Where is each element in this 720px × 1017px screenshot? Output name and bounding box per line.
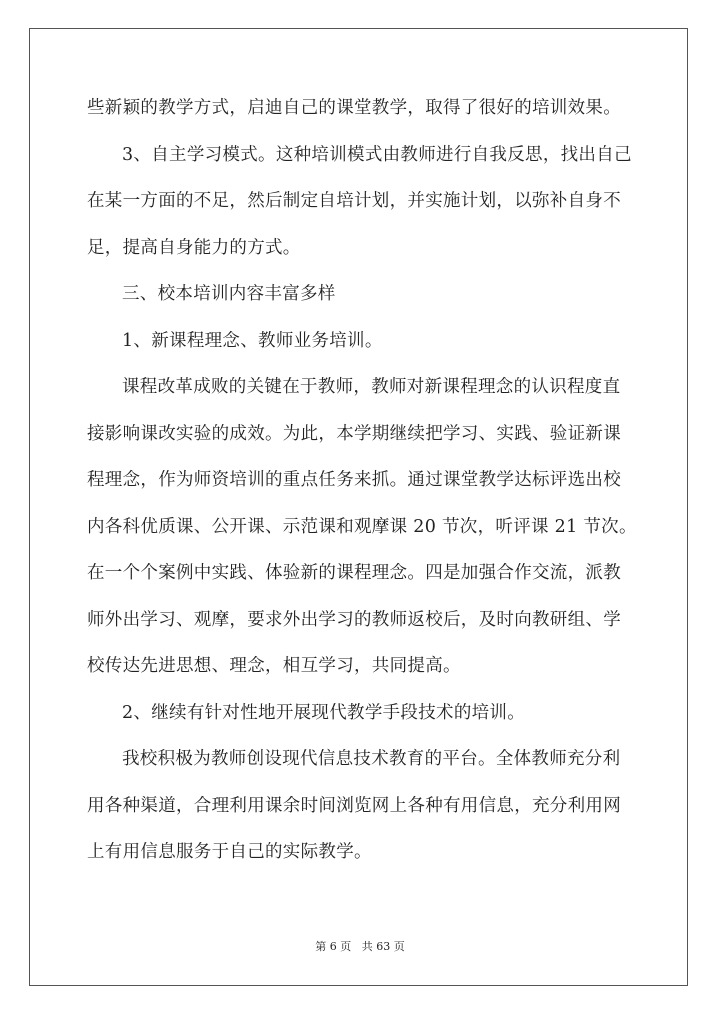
text-line: 上有用信息服务于自己的实际教学。 — [87, 842, 372, 862]
text-line: 接影响课改实验的成效。为此，本学期继续把学习、实践、验证新课 — [87, 423, 621, 444]
text-line: 在一个个案例中实践、体验新的课程理念。四是加强合作交流，派教 — [87, 563, 621, 583]
text-line: 内各科优质课、公开课、示范课和观摩课 20 节次，听评课 21 节次。 — [87, 516, 637, 537]
text-line: 程理念，作为师资培训的重点任务来抓。通过课堂教学达标评选出校 — [87, 470, 621, 490]
subsection-heading: 2、继续有针对性地开展现代教学手段技术的培训。 — [122, 702, 526, 723]
text-line: 用各种渠道，合理利用课余时间浏览网上各种有用信息，充分利用网 — [87, 795, 621, 816]
subsection-heading: 1、新课程理念、教师业务培训。 — [122, 330, 383, 351]
text-line: 师外出学习、观摩，要求外出学习的教师返校后，及时向教研组、学 — [87, 609, 621, 630]
section-heading: 三、校本培训内容丰富多样 — [122, 284, 336, 304]
document-body — [87, 85, 635, 876]
total-pages: 共 63 页 — [361, 940, 405, 953]
page-footer — [0, 938, 720, 954]
text-line: 足，提高自身能力的方式。 — [87, 237, 301, 258]
text-line: 校传达先进思想、理念，相互学习，共同提高。 — [87, 656, 461, 676]
text-line: 3、自主学习模式。这种培训模式由教师进行自我反思，找出自己 — [122, 144, 632, 165]
text-line: 些新颖的教学方式，启迪自己的课堂教学，取得了很好的培训效果。 — [87, 98, 621, 118]
text-line: 课程改革成败的关键在于教师，教师对新课程理念的认识程度直 — [122, 377, 621, 397]
text-line: 在某一方面的不足，然后制定自培计划，并实施计划，以弥补自身不 — [87, 191, 621, 211]
page-number: 第 6 页 — [315, 940, 352, 953]
text-line: 我校积极为教师创设现代信息技术教育的平台。全体教师充分利 — [122, 749, 621, 769]
